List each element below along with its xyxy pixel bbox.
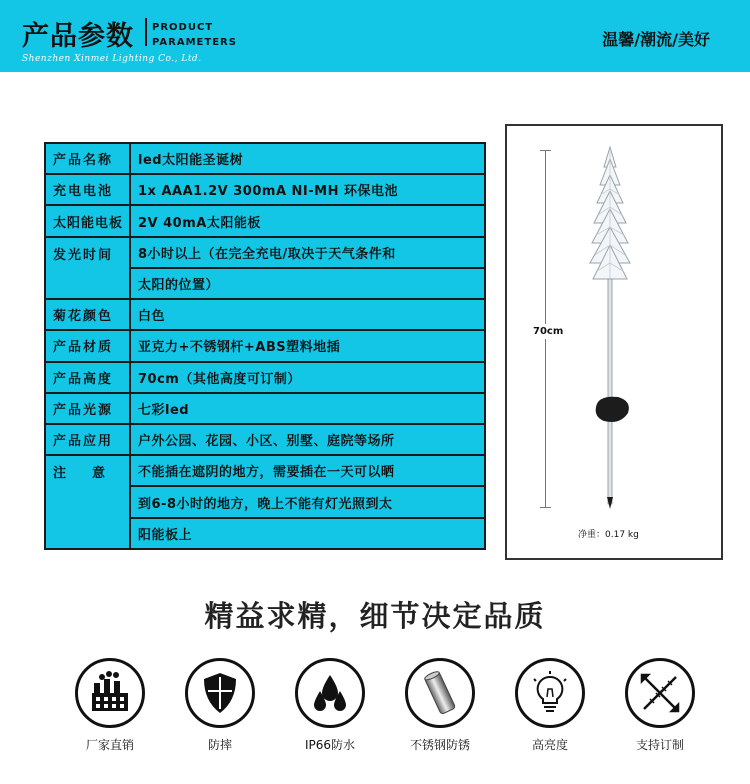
dimension-label: 70cm	[533, 326, 564, 337]
table-row	[45, 424, 485, 455]
feature-item	[275, 658, 385, 753]
spec-value: 白色	[130, 299, 485, 330]
dimension-tick-bottom	[540, 507, 551, 508]
spec-label: 产品高度	[45, 362, 130, 393]
feature-label: 厂家直销	[85, 738, 134, 752]
table-row	[45, 330, 485, 361]
feature-row	[55, 658, 715, 758]
feature-item	[495, 658, 605, 753]
headline: 精益求精，细节决定品质	[204, 599, 546, 633]
spec-label: 产品光源	[45, 393, 130, 424]
spec-value: 到6-8小时的地方，晚上不能有灯光照到太	[130, 486, 485, 517]
dimension-tick-top	[540, 150, 551, 151]
spec-value: 1x AAA1.2V 300mA NI-MH 环保电池	[130, 174, 485, 205]
light-bulb-icon	[515, 658, 585, 728]
spec-table	[44, 142, 486, 550]
spec-label: 产品材质	[45, 330, 130, 361]
table-row	[45, 455, 485, 486]
spec-value: 70cm（其他高度可订制）	[130, 362, 485, 393]
spec-value: 亚克力+不锈钢杆+ABS塑料地插	[130, 330, 485, 361]
feature-label: 不锈钢防锈	[409, 738, 470, 752]
steel-tube-icon	[405, 658, 475, 728]
table-row	[45, 174, 485, 205]
spec-label: 发光时间	[45, 237, 130, 299]
shield-icon	[185, 658, 255, 728]
spec-value: 户外公园、花园、小区、别墅、庭院等场所	[130, 424, 485, 455]
spec-label: 产品名称	[45, 143, 130, 174]
spec-value: 阳能板上	[130, 518, 485, 549]
table-row	[45, 237, 485, 268]
table-row	[45, 362, 485, 393]
title-english-line2: PARAMETERS	[152, 37, 237, 48]
net-weight: 净重：0.17 kg	[578, 530, 639, 540]
feature-label: 支持订制	[635, 738, 684, 752]
water-drops-icon	[295, 658, 365, 728]
spec-label: 注 意	[45, 455, 130, 549]
spec-label: 充电电池	[45, 174, 130, 205]
spec-value: 太阳的位置）	[130, 268, 485, 299]
spec-value: 不能插在遮阴的地方，需要插在一天可以晒	[130, 455, 485, 486]
feature-item	[165, 658, 275, 753]
feature-label: 防摔	[207, 738, 232, 752]
company-name: Shenzhen Xinmei Lighting Co., Ltd.	[22, 54, 202, 64]
solar-panel	[596, 397, 629, 422]
feature-item	[605, 658, 715, 753]
title-english	[152, 20, 237, 50]
feature-item	[55, 658, 165, 753]
feature-label: 高亮度	[531, 738, 568, 752]
spec-value: led太阳能圣诞树	[130, 143, 485, 174]
ruler-pencil-icon	[625, 658, 695, 728]
feature-label: IP66防水	[304, 738, 356, 752]
solar-tree-image	[570, 145, 650, 515]
spec-label: 菊花颜色	[45, 299, 130, 330]
spec-value: 8小时以上（在完全充电/取决于天气条件和	[130, 237, 485, 268]
page-title: 产品参数	[22, 21, 134, 52]
table-row	[45, 143, 485, 174]
title-english-line1: PRODUCT	[152, 22, 214, 33]
feature-item	[385, 658, 495, 753]
spec-label: 太阳能电板	[45, 205, 130, 236]
steel-stake	[608, 279, 612, 504]
table-row	[45, 299, 485, 330]
slogan: 温馨/潮流/美好	[602, 30, 710, 49]
spec-value: 七彩led	[130, 393, 485, 424]
factory-icon	[75, 658, 145, 728]
table-row	[45, 393, 485, 424]
spec-label: 产品应用	[45, 424, 130, 455]
title-divider	[145, 18, 147, 46]
spec-value: 2V 40mA太阳能板	[130, 205, 485, 236]
table-row	[45, 205, 485, 236]
